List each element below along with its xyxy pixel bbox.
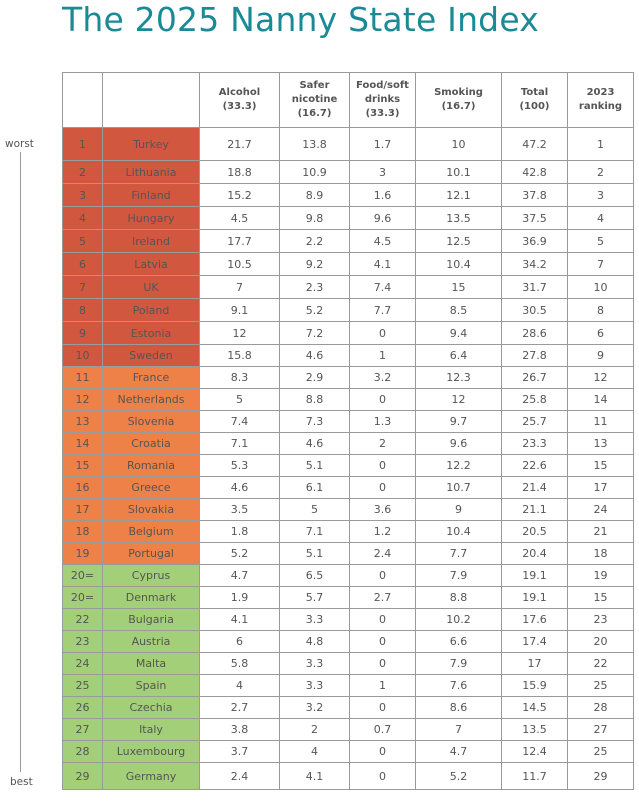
total-cell: 17.4: [502, 631, 568, 653]
food-soft-drinks-cell: 3.6: [350, 499, 416, 521]
smoking-cell: 12.5: [416, 230, 502, 253]
rank-cell: 13: [63, 411, 103, 433]
total-cell: 15.9: [502, 675, 568, 697]
food-soft-drinks-cell: 2.7: [350, 587, 416, 609]
food-soft-drinks-cell: 0: [350, 477, 416, 499]
rank-cell: 17: [63, 499, 103, 521]
table-row: [63, 609, 634, 631]
ranking-2023-cell: 10: [568, 276, 634, 299]
total-cell: 21.4: [502, 477, 568, 499]
header-total: Total (100): [502, 73, 568, 128]
table-row: [63, 763, 634, 790]
food-soft-drinks-cell: 4.5: [350, 230, 416, 253]
ranking-2023-cell: 18: [568, 543, 634, 565]
smoking-cell: 8.8: [416, 587, 502, 609]
ranking-2023-cell: 11: [568, 411, 634, 433]
ranking-2023-cell: 19: [568, 565, 634, 587]
safer-nicotine-cell: 3.3: [280, 653, 350, 675]
smoking-cell: 4.7: [416, 741, 502, 763]
alcohol-cell: 9.1: [200, 299, 280, 322]
total-cell: 19.1: [502, 565, 568, 587]
ranking-2023-cell: 8: [568, 299, 634, 322]
safer-nicotine-cell: 4: [280, 741, 350, 763]
food-soft-drinks-cell: 0: [350, 653, 416, 675]
smoking-cell: 13.5: [416, 207, 502, 230]
ranking-2023-cell: 15: [568, 455, 634, 477]
country-cell: Cyprus: [103, 565, 200, 587]
ranking-2023-cell: 25: [568, 675, 634, 697]
food-soft-drinks-cell: 9.6: [350, 207, 416, 230]
ranking-2023-cell: 20: [568, 631, 634, 653]
header-food-soft-drinks: Food/soft drinks (33.3): [350, 73, 416, 128]
rank-cell: 28: [63, 741, 103, 763]
alcohol-cell: 7.4: [200, 411, 280, 433]
country-cell: Hungary: [103, 207, 200, 230]
ranking-2023-cell: 14: [568, 389, 634, 411]
ranking-2023-cell: 13: [568, 433, 634, 455]
ranking-2023-cell: 12: [568, 367, 634, 389]
ranking-2023-cell: 2: [568, 161, 634, 184]
ranking-2023-cell: 25: [568, 741, 634, 763]
country-cell: France: [103, 367, 200, 389]
total-cell: 27.8: [502, 345, 568, 367]
food-soft-drinks-cell: 0: [350, 741, 416, 763]
ranking-2023-cell: 4: [568, 207, 634, 230]
total-cell: 36.9: [502, 230, 568, 253]
smoking-cell: 9.7: [416, 411, 502, 433]
alcohol-cell: 4: [200, 675, 280, 697]
table-row: [63, 719, 634, 741]
total-cell: 14.5: [502, 697, 568, 719]
rank-cell: 4: [63, 207, 103, 230]
total-cell: 28.6: [502, 322, 568, 345]
food-soft-drinks-cell: 3.2: [350, 367, 416, 389]
country-cell: Croatia: [103, 433, 200, 455]
smoking-cell: 9: [416, 499, 502, 521]
food-soft-drinks-cell: 0: [350, 609, 416, 631]
alcohol-cell: 17.7: [200, 230, 280, 253]
rank-cell: 18: [63, 521, 103, 543]
food-soft-drinks-cell: 0: [350, 455, 416, 477]
smoking-cell: 7: [416, 719, 502, 741]
smoking-cell: 10.4: [416, 253, 502, 276]
table-row: [63, 345, 634, 367]
total-cell: 17.6: [502, 609, 568, 631]
smoking-cell: 12.2: [416, 455, 502, 477]
rank-cell: 14: [63, 433, 103, 455]
table-row: [63, 433, 634, 455]
table-row: [63, 543, 634, 565]
safer-nicotine-cell: 2.9: [280, 367, 350, 389]
safer-nicotine-cell: 8.9: [280, 184, 350, 207]
country-cell: Czechia: [103, 697, 200, 719]
ranking-2023-cell: 28: [568, 697, 634, 719]
smoking-cell: 10.1: [416, 161, 502, 184]
rank-cell: 22: [63, 609, 103, 631]
safer-nicotine-cell: 7.2: [280, 322, 350, 345]
total-cell: 25.7: [502, 411, 568, 433]
alcohol-cell: 21.7: [200, 128, 280, 161]
ranking-2023-cell: 29: [568, 763, 634, 790]
food-soft-drinks-cell: 0: [350, 763, 416, 790]
country-cell: Slovakia: [103, 499, 200, 521]
rank-cell: 9: [63, 322, 103, 345]
rank-cell: 11: [63, 367, 103, 389]
food-soft-drinks-cell: 0: [350, 322, 416, 345]
ranking-2023-cell: 22: [568, 653, 634, 675]
header-row: [63, 73, 634, 128]
safer-nicotine-cell: 6.1: [280, 477, 350, 499]
country-cell: Luxembourg: [103, 741, 200, 763]
alcohol-cell: 5.2: [200, 543, 280, 565]
table-row: [63, 697, 634, 719]
safer-nicotine-cell: 4.6: [280, 433, 350, 455]
smoking-cell: 7.9: [416, 653, 502, 675]
alcohol-cell: 18.8: [200, 161, 280, 184]
alcohol-cell: 3.7: [200, 741, 280, 763]
country-cell: Spain: [103, 675, 200, 697]
rank-cell: 6: [63, 253, 103, 276]
scale-best-label: best: [10, 776, 33, 788]
table-row: [63, 207, 634, 230]
country-cell: Germany: [103, 763, 200, 790]
safer-nicotine-cell: 13.8: [280, 128, 350, 161]
food-soft-drinks-cell: 0: [350, 565, 416, 587]
total-cell: 47.2: [502, 128, 568, 161]
rank-cell: 2: [63, 161, 103, 184]
safer-nicotine-cell: 5.2: [280, 299, 350, 322]
table-row: [63, 322, 634, 345]
smoking-cell: 7.6: [416, 675, 502, 697]
safer-nicotine-cell: 4.1: [280, 763, 350, 790]
ranking-2023-cell: 1: [568, 128, 634, 161]
table-row: [63, 184, 634, 207]
table-row: [63, 477, 634, 499]
total-cell: 31.7: [502, 276, 568, 299]
alcohol-cell: 15.8: [200, 345, 280, 367]
country-cell: Romania: [103, 455, 200, 477]
header-smoking: Smoking (16.7): [416, 73, 502, 128]
rank-cell: 10: [63, 345, 103, 367]
ranking-2023-cell: 5: [568, 230, 634, 253]
ranking-2023-cell: 21: [568, 521, 634, 543]
table-row: [63, 389, 634, 411]
safer-nicotine-cell: 6.5: [280, 565, 350, 587]
safer-nicotine-cell: 3.3: [280, 675, 350, 697]
alcohol-cell: 4.1: [200, 609, 280, 631]
rank-cell: 19: [63, 543, 103, 565]
food-soft-drinks-cell: 0.7: [350, 719, 416, 741]
smoking-cell: 7.7: [416, 543, 502, 565]
total-cell: 37.8: [502, 184, 568, 207]
safer-nicotine-cell: 9.2: [280, 253, 350, 276]
safer-nicotine-cell: 5.1: [280, 455, 350, 477]
alcohol-cell: 2.4: [200, 763, 280, 790]
alcohol-cell: 3.5: [200, 499, 280, 521]
country-cell: UK: [103, 276, 200, 299]
country-cell: Denmark: [103, 587, 200, 609]
country-cell: Sweden: [103, 345, 200, 367]
ranking-2023-cell: 27: [568, 719, 634, 741]
food-soft-drinks-cell: 3: [350, 161, 416, 184]
food-soft-drinks-cell: 1.3: [350, 411, 416, 433]
food-soft-drinks-cell: 0: [350, 389, 416, 411]
country-cell: Slovenia: [103, 411, 200, 433]
table-row: [63, 367, 634, 389]
safer-nicotine-cell: 5: [280, 499, 350, 521]
smoking-cell: 8.5: [416, 299, 502, 322]
total-cell: 12.4: [502, 741, 568, 763]
smoking-cell: 8.6: [416, 697, 502, 719]
food-soft-drinks-cell: 1.6: [350, 184, 416, 207]
safer-nicotine-cell: 3.2: [280, 697, 350, 719]
smoking-cell: 7.9: [416, 565, 502, 587]
food-soft-drinks-cell: 2: [350, 433, 416, 455]
food-soft-drinks-cell: 2.4: [350, 543, 416, 565]
header-2023-ranking: 2023 ranking: [568, 73, 634, 128]
table-row: [63, 455, 634, 477]
rank-cell: 26: [63, 697, 103, 719]
smoking-cell: 12: [416, 389, 502, 411]
rank-cell: 25: [63, 675, 103, 697]
table-row: [63, 587, 634, 609]
smoking-cell: 10.7: [416, 477, 502, 499]
smoking-cell: 12.1: [416, 184, 502, 207]
country-cell: Belgium: [103, 521, 200, 543]
safer-nicotine-cell: 3.3: [280, 609, 350, 631]
total-cell: 13.5: [502, 719, 568, 741]
alcohol-cell: 8.3: [200, 367, 280, 389]
header-rank: [63, 73, 103, 128]
ranking-2023-cell: 17: [568, 477, 634, 499]
country-cell: Austria: [103, 631, 200, 653]
food-soft-drinks-cell: 7.7: [350, 299, 416, 322]
country-cell: Turkey: [103, 128, 200, 161]
safer-nicotine-cell: 9.8: [280, 207, 350, 230]
country-cell: Latvia: [103, 253, 200, 276]
total-cell: 21.1: [502, 499, 568, 521]
safer-nicotine-cell: 7.1: [280, 521, 350, 543]
total-cell: 20.5: [502, 521, 568, 543]
rank-cell: 16: [63, 477, 103, 499]
ranking-2023-cell: 7: [568, 253, 634, 276]
table-row: [63, 741, 634, 763]
food-soft-drinks-cell: 0: [350, 697, 416, 719]
table-row: [63, 230, 634, 253]
rank-cell: 27: [63, 719, 103, 741]
country-cell: Bulgaria: [103, 609, 200, 631]
table-row: [63, 631, 634, 653]
alcohol-cell: 10.5: [200, 253, 280, 276]
smoking-cell: 5.2: [416, 763, 502, 790]
country-cell: Estonia: [103, 322, 200, 345]
safer-nicotine-cell: 10.9: [280, 161, 350, 184]
total-cell: 23.3: [502, 433, 568, 455]
alcohol-cell: 12: [200, 322, 280, 345]
total-cell: 19.1: [502, 587, 568, 609]
table-row: [63, 521, 634, 543]
country-cell: Netherlands: [103, 389, 200, 411]
safer-nicotine-cell: 8.8: [280, 389, 350, 411]
ranking-2023-cell: 9: [568, 345, 634, 367]
smoking-cell: 6.4: [416, 345, 502, 367]
safer-nicotine-cell: 4.6: [280, 345, 350, 367]
total-cell: 22.6: [502, 455, 568, 477]
total-cell: 30.5: [502, 299, 568, 322]
ranking-2023-cell: 6: [568, 322, 634, 345]
table-row: [63, 253, 634, 276]
smoking-cell: 10.4: [416, 521, 502, 543]
table-row: [63, 675, 634, 697]
rank-cell: 23: [63, 631, 103, 653]
table-row: [63, 653, 634, 675]
header-safer-nicotine: Safer nicotine (16.7): [280, 73, 350, 128]
alcohol-cell: 7: [200, 276, 280, 299]
alcohol-cell: 5.8: [200, 653, 280, 675]
alcohol-cell: 4.5: [200, 207, 280, 230]
total-cell: 34.2: [502, 253, 568, 276]
total-cell: 17: [502, 653, 568, 675]
food-soft-drinks-cell: 1.2: [350, 521, 416, 543]
food-soft-drinks-cell: 1.7: [350, 128, 416, 161]
food-soft-drinks-cell: 1: [350, 345, 416, 367]
country-cell: Poland: [103, 299, 200, 322]
total-cell: 37.5: [502, 207, 568, 230]
total-cell: 11.7: [502, 763, 568, 790]
page-title: The 2025 Nanny State Index: [62, 0, 539, 39]
alcohol-cell: 4.7: [200, 565, 280, 587]
country-cell: Portugal: [103, 543, 200, 565]
food-soft-drinks-cell: 1: [350, 675, 416, 697]
country-cell: Finland: [103, 184, 200, 207]
smoking-cell: 6.6: [416, 631, 502, 653]
total-cell: 42.8: [502, 161, 568, 184]
country-cell: Lithuania: [103, 161, 200, 184]
safer-nicotine-cell: 2.2: [280, 230, 350, 253]
rank-cell: 20=: [63, 565, 103, 587]
alcohol-cell: 1.8: [200, 521, 280, 543]
alcohol-cell: 2.7: [200, 697, 280, 719]
safer-nicotine-cell: 2.3: [280, 276, 350, 299]
table-row: [63, 411, 634, 433]
table-body: [63, 128, 634, 790]
country-cell: Greece: [103, 477, 200, 499]
table-row: [63, 161, 634, 184]
scale-line: [20, 152, 21, 772]
alcohol-cell: 5.3: [200, 455, 280, 477]
total-cell: 25.8: [502, 389, 568, 411]
rank-cell: 12: [63, 389, 103, 411]
rank-cell: 3: [63, 184, 103, 207]
safer-nicotine-cell: 5.1: [280, 543, 350, 565]
ranking-2023-cell: 3: [568, 184, 634, 207]
scale-worst-label: worst: [5, 138, 34, 150]
rank-cell: 8: [63, 299, 103, 322]
country-cell: Ireland: [103, 230, 200, 253]
alcohol-cell: 5: [200, 389, 280, 411]
total-cell: 20.4: [502, 543, 568, 565]
table-row: [63, 299, 634, 322]
smoking-cell: 9.6: [416, 433, 502, 455]
safer-nicotine-cell: 5.7: [280, 587, 350, 609]
smoking-cell: 15: [416, 276, 502, 299]
rank-cell: 29: [63, 763, 103, 790]
smoking-cell: 10.2: [416, 609, 502, 631]
country-cell: Malta: [103, 653, 200, 675]
rank-cell: 5: [63, 230, 103, 253]
rank-cell: 20=: [63, 587, 103, 609]
table-row: [63, 499, 634, 521]
food-soft-drinks-cell: 0: [350, 631, 416, 653]
food-soft-drinks-cell: 4.1: [350, 253, 416, 276]
smoking-cell: 9.4: [416, 322, 502, 345]
safer-nicotine-cell: 4.8: [280, 631, 350, 653]
smoking-cell: 12.3: [416, 367, 502, 389]
alcohol-cell: 6: [200, 631, 280, 653]
table-row: [63, 276, 634, 299]
alcohol-cell: 15.2: [200, 184, 280, 207]
rank-cell: 7: [63, 276, 103, 299]
nanny-state-table: [62, 72, 634, 790]
table-row: [63, 565, 634, 587]
alcohol-cell: 4.6: [200, 477, 280, 499]
smoking-cell: 10: [416, 128, 502, 161]
alcohol-cell: 1.9: [200, 587, 280, 609]
table-row: [63, 128, 634, 161]
rank-cell: 24: [63, 653, 103, 675]
alcohol-cell: 7.1: [200, 433, 280, 455]
ranking-2023-cell: 23: [568, 609, 634, 631]
ranking-2023-cell: 24: [568, 499, 634, 521]
safer-nicotine-cell: 2: [280, 719, 350, 741]
rank-cell: 15: [63, 455, 103, 477]
country-cell: Italy: [103, 719, 200, 741]
header-country: [103, 73, 200, 128]
food-soft-drinks-cell: 7.4: [350, 276, 416, 299]
header-alcohol: Alcohol (33.3): [200, 73, 280, 128]
ranking-2023-cell: 15: [568, 587, 634, 609]
rank-cell: 1: [63, 128, 103, 161]
total-cell: 26.7: [502, 367, 568, 389]
alcohol-cell: 3.8: [200, 719, 280, 741]
safer-nicotine-cell: 7.3: [280, 411, 350, 433]
